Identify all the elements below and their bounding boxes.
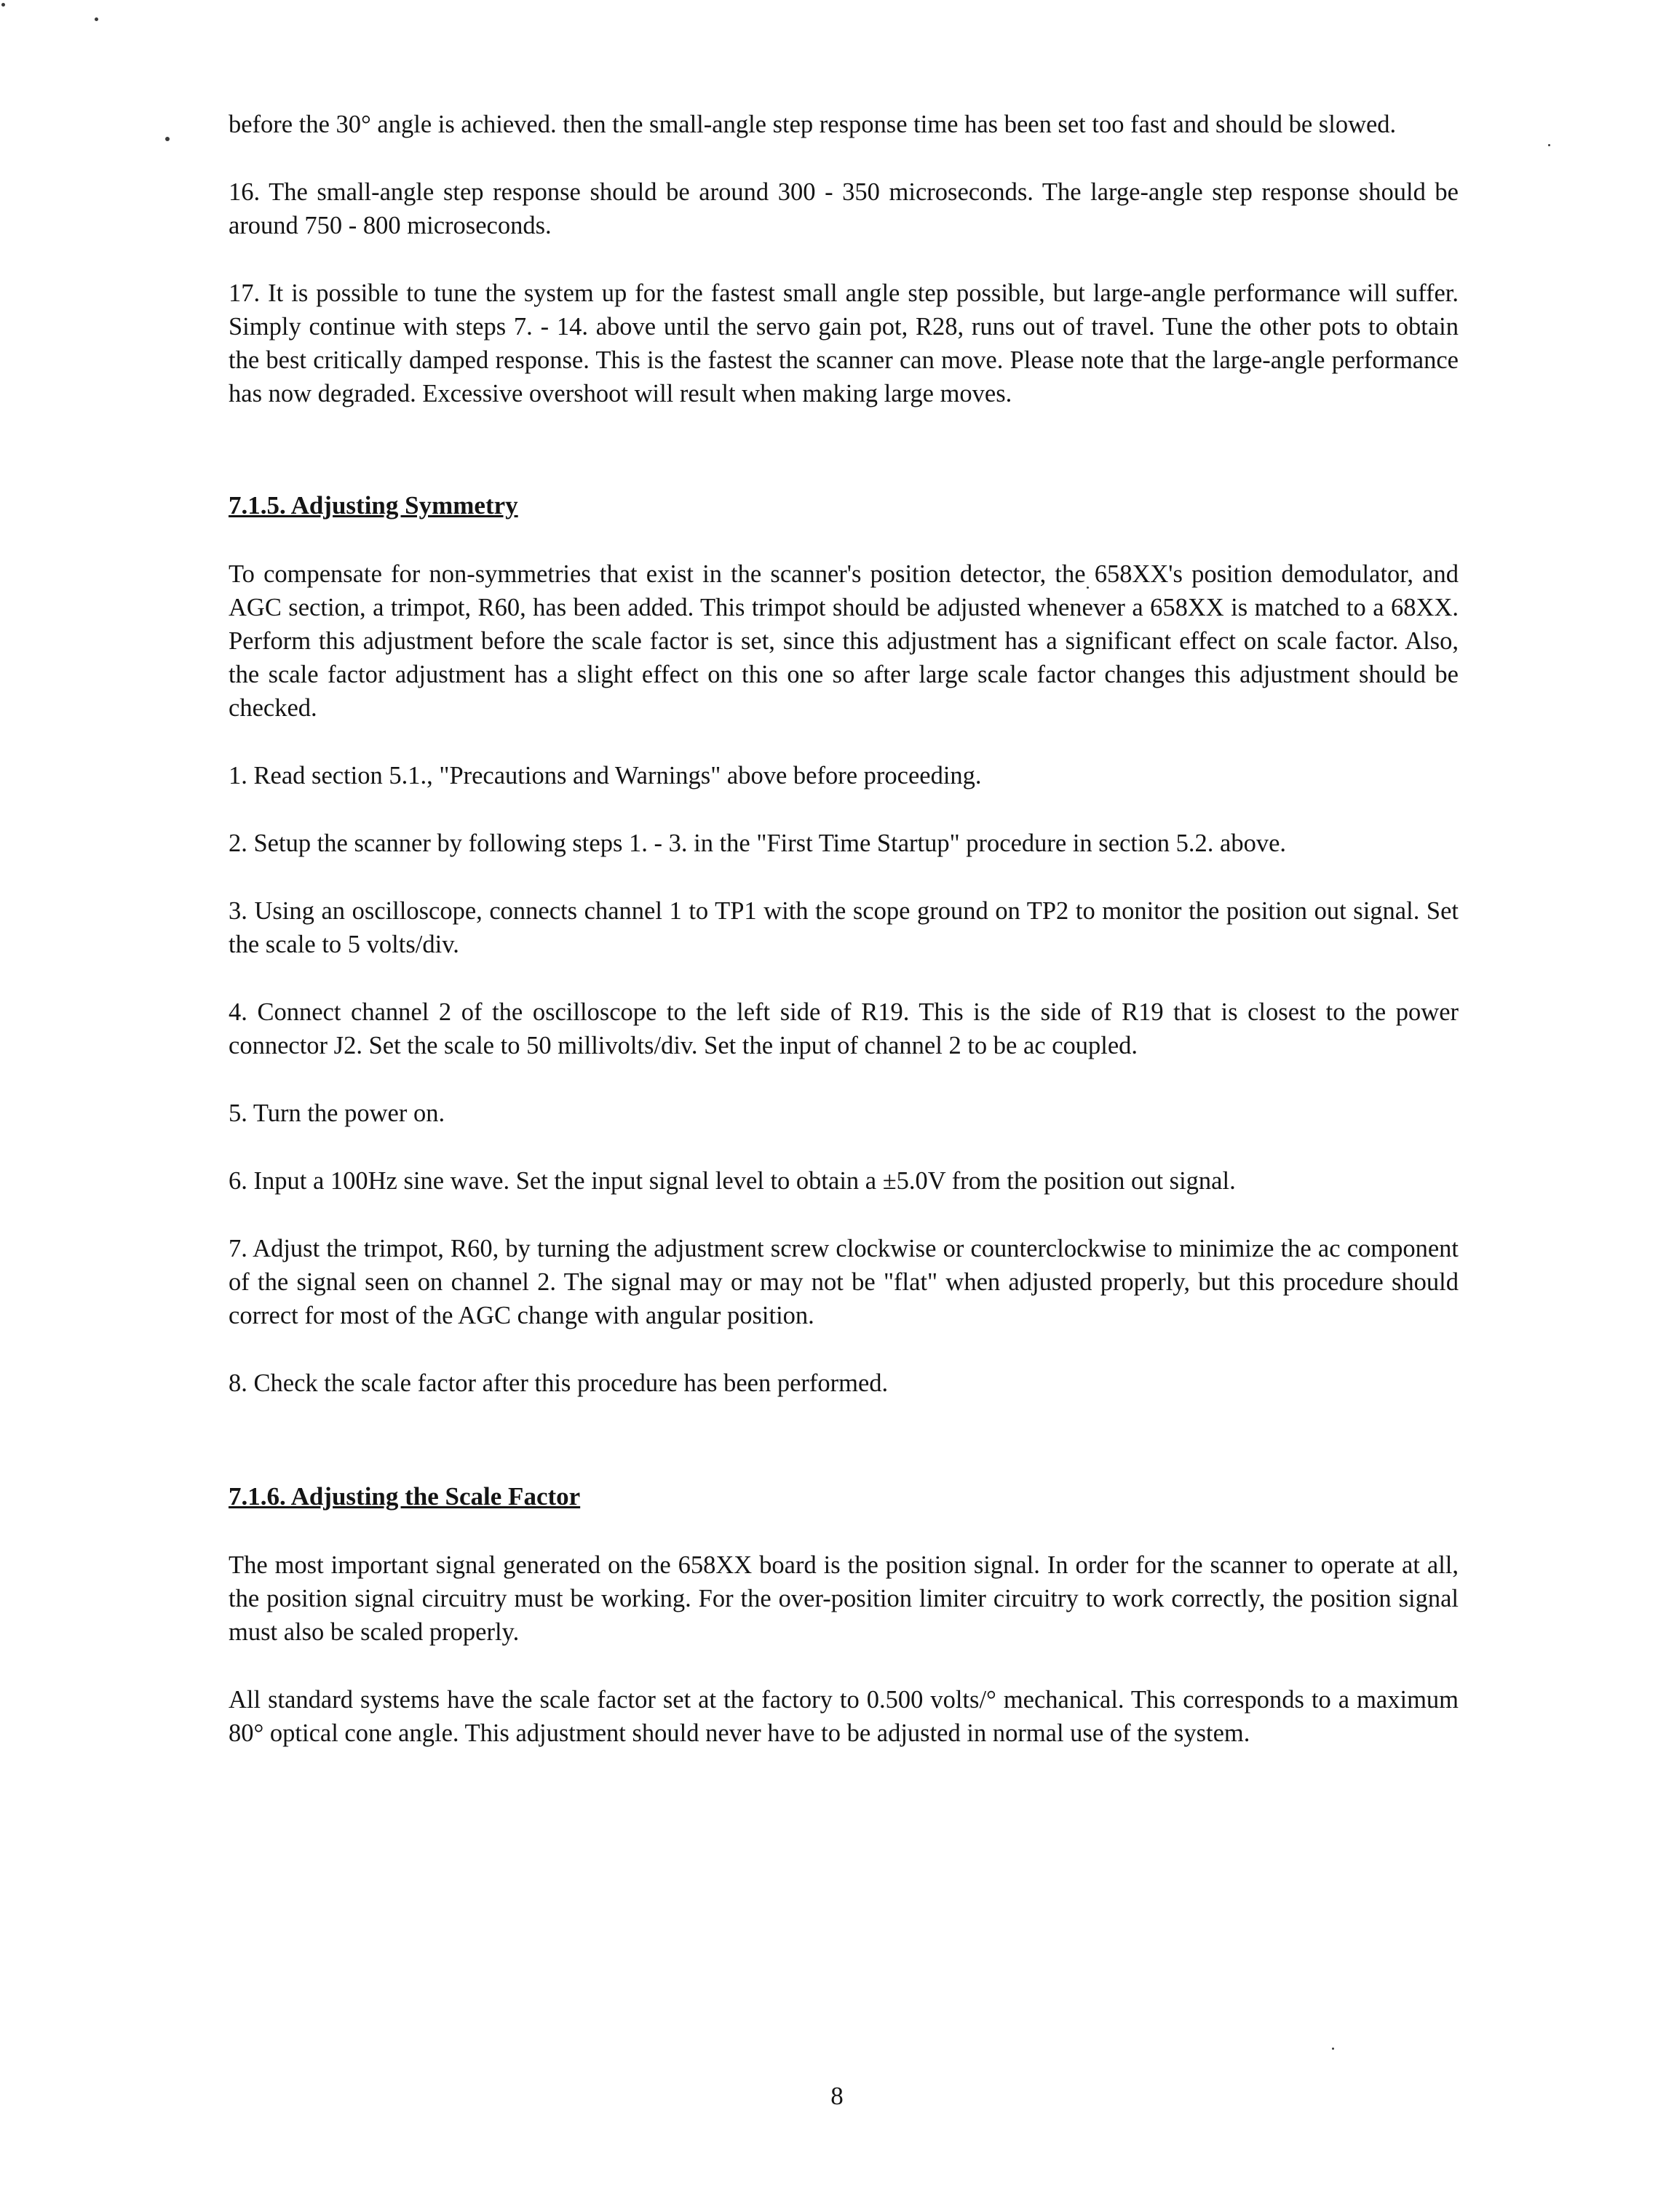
intro-paragraph-2: 16. The small-angle step response should be around 300 - 350 microseconds. The large-angle step response should be around 750 - 800 microseconds. — [229, 178, 1459, 239]
step-item: 3. Using an oscilloscope, connects channel 1 to TP1 with the scope ground on TP2 to monitor the position out signal. Set the scale to 5 volts/div. — [229, 897, 1459, 958]
section-paragraph: All standard systems have the scale factor set at the factory to 0.500 volts/° mechanical. This corresponds to a maximum 80° optical cone angle. This adjustment should never have to be adjusted in normal use of the system. — [229, 1686, 1459, 1747]
page-number: 8 — [830, 2082, 844, 2110]
step-item: 2. Setup the scanner by following steps 1. - 3. in the "First Time Startup" procedure in section 5.2. above. — [229, 830, 1287, 857]
step-item: 5. Turn the power on. — [229, 1099, 445, 1127]
section-paragraph: To compensate for non-symmetries that exist in the scanner's position detector, the 658XX's position demodulator, and AGC section, a trimpot, R60, has been added. This trimpot should be adjusted whenever a 658XX is matched to a 68XX. Perform this adjustment before the scale factor is set, since this adjustment has a significant effect on scale factor. Also, the scale factor adjustment has a slight effect on this one so after large scale factor changes this adjustment should be checked. — [229, 560, 1459, 722]
section-heading-symmetry: 7.1.5. Adjusting Symmetry — [229, 491, 518, 520]
step-item: 8. Check the scale factor after this procedure has been performed. — [229, 1369, 889, 1397]
step-item: 6. Input a 100Hz sine wave. Set the input signal level to obtain a ±5.0V from the position out signal. — [229, 1167, 1236, 1195]
step-item: 1. Read section 5.1., "Precautions and Warnings" above before proceeding. — [229, 762, 982, 789]
section-heading-scale-factor: 7.1.6. Adjusting the Scale Factor — [229, 1482, 581, 1511]
scan-speck — [95, 17, 98, 21]
scan-speck — [1548, 144, 1550, 146]
scan-speck — [1, 3, 5, 7]
scan-speck — [165, 137, 170, 141]
section-paragraph: The most important signal generated on the 658XX board is the position signal. In order for the scanner to operate at all, the position signal circuitry must be working. For the over-position limiter circuitry to work correctly, the position signal must also be scaled properly. — [229, 1551, 1459, 1646]
document-page — [229, 108, 1459, 1784]
intro-paragraph-3: 17. It is possible to tune the system up for the fastest small angle step possible, but large-angle performance will suffer. Simply continue with steps 7. - 14. above until the servo gain pot, R28, runs out of travel. Tune the other pots to obtain the best critically damped response. This is the fastest the scanner can move. Please note that the large-angle performance has now degraded. Excessive overshoot will result when making large moves. — [229, 279, 1459, 407]
scan-speck — [1332, 2048, 1334, 2050]
step-item: 4. Connect channel 2 of the oscilloscope to the left side of R19. This is the side of R19 that is closest to the power connector J2. Set the scale to 50 millivolts/div. Set the input of channel 2 to be ac coupled. — [229, 998, 1459, 1059]
step-item: 7. Adjust the trimpot, R60, by turning the adjustment screw clockwise or counterclockwise to minimize the ac component of the signal seen on channel 2. The signal may or may not be "flat" when adjusted properly, but this procedure should correct for most of the AGC change with angular position. — [229, 1235, 1459, 1329]
intro-paragraph-1: before the 30° angle is achieved. then the small-angle step response time has been set too fast and should be slowed. — [229, 111, 1397, 138]
